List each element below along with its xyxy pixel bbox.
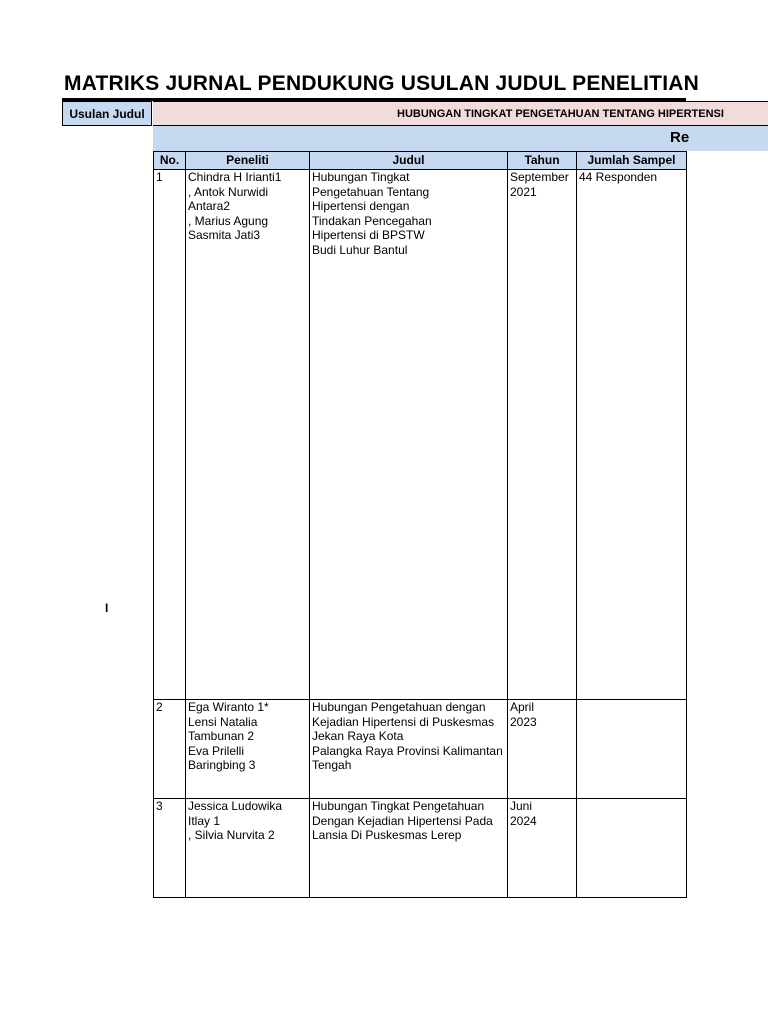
cell-peneliti: Chindra H Irianti1 , Antok Nurwidi Antara2 , Marius Agung Sasmita Jati3 bbox=[186, 170, 310, 700]
cell-jumlah-sampel bbox=[577, 700, 687, 799]
header-peneliti: Peneliti bbox=[186, 152, 310, 170]
header-judul: Judul bbox=[310, 152, 508, 170]
page-title: MATRIKS JURNAL PENDUKUNG USULAN JUDUL PENELITIAN bbox=[64, 72, 699, 95]
header-jumlah-sampel: Jumlah Sampel bbox=[577, 152, 687, 170]
cell-judul: Hubungan Tingkat Pengetahuan Tentang Hipertensi dengan Tindakan Pencegahan Hipertensi di BPSTW Budi Luhur Bantul bbox=[310, 170, 508, 700]
cell-tahun: April 2023 bbox=[508, 700, 577, 799]
cell-peneliti: Jessica Ludowika Itlay 1 , Silvia Nurvita 2 bbox=[186, 799, 310, 898]
usulan-judul-text: HUBUNGAN TINGKAT PENGETAHUAN TENTANG HIPERTENSI bbox=[397, 108, 724, 120]
cell-jumlah-sampel bbox=[577, 799, 687, 898]
cell-no: 3 bbox=[154, 799, 186, 898]
section-header-band bbox=[153, 126, 768, 151]
cell-judul: Hubungan Pengetahuan dengan Kejadian Hipertensi di Puskesmas Jekan Raya Kota Palangka Raya Provinsi Kalimantan Tengah bbox=[310, 700, 508, 799]
usulan-judul-value bbox=[153, 101, 768, 126]
cell-peneliti: Ega Wiranto 1* Lensi Natalia Tambunan 2 Eva Prilelli Baringbing 3 bbox=[186, 700, 310, 799]
cell-judul: Hubungan Tingkat Pengetahuan Dengan Kejadian Hipertensi Pada Lansia Di Puskesmas Lerep bbox=[310, 799, 508, 898]
journal-matrix-table bbox=[153, 151, 687, 898]
section-header-text: Re bbox=[670, 129, 690, 146]
usulan-judul-label: Usulan Judul bbox=[62, 101, 152, 126]
table-row bbox=[154, 799, 687, 898]
cell-no: 1 bbox=[154, 170, 186, 700]
cell-tahun: September 2021 bbox=[508, 170, 577, 700]
table-row bbox=[154, 700, 687, 799]
cell-tahun: Juni 2024 bbox=[508, 799, 577, 898]
header-tahun: Tahun bbox=[508, 152, 577, 170]
cell-jumlah-sampel: 44 Responden bbox=[577, 170, 687, 700]
cell-no: 2 bbox=[154, 700, 186, 799]
table-header-row bbox=[154, 152, 687, 170]
header-no: No. bbox=[154, 152, 186, 170]
table-row bbox=[154, 170, 687, 700]
side-marker: I bbox=[105, 601, 109, 615]
